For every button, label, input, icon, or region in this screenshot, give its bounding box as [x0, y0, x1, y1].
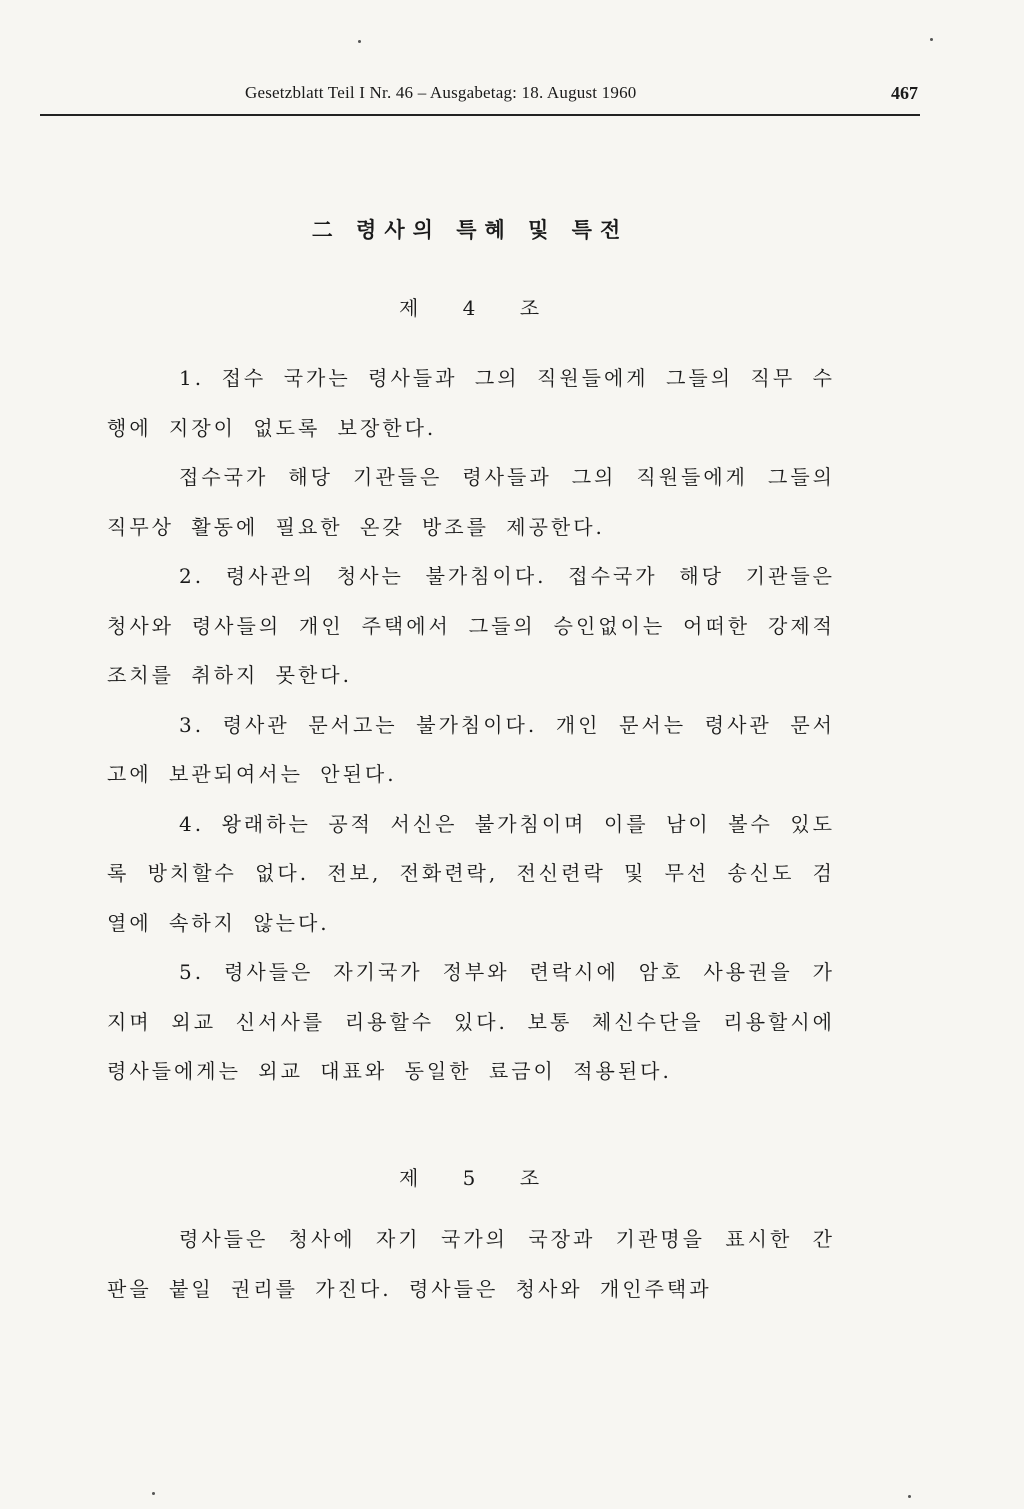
print-speck — [358, 40, 361, 43]
section-title: 二 령사의 특혜 및 특전 — [311, 217, 629, 242]
article-5-body — [107, 1215, 835, 1314]
gazette-title: Gesetzblatt Teil I Nr. 46 – Ausgabetag: 18. August 1960 — [245, 83, 637, 102]
article-4-heading: 제 4 조 — [398, 296, 542, 320]
article-4-paragraph-4: 3. 령사관 문서고는 불가침이다. 개인 문서는 령사관 문서고에 보관되여서는 안된다. — [107, 712, 835, 786]
article-4-body — [107, 354, 835, 1097]
article-4-paragraph-2: 접수국가 해당 기관들은 령사들과 그의 직원들에게 그들의 직무상 활동에 필요한 온갖 방조를 제공한다. — [107, 465, 835, 539]
page-number: 467 — [891, 83, 918, 103]
print-speck — [152, 1492, 155, 1495]
print-speck — [908, 1495, 911, 1498]
article-4-paragraph-3: 2. 령사관의 청사는 불가침이다. 접수국가 해당 기관들은 청사와 령사들의 개인 주택에서 그들의 승인없이는 어떠한 강제적 조치를 취하지 못한다. — [107, 564, 835, 687]
article-4-paragraph-5: 4. 왕래하는 공적 서신은 불가침이며 이를 남이 볼수 있도록 방치할수 없다. 전보, 전화련락, 전신련락 및 무선 송신도 검열에 속하지 않는다. — [107, 811, 835, 935]
article-4-paragraph-6: 5. 령사들은 자기국가 정부와 련락시에 암호 사용권을 가지며 외교 신서사를 리용할수 있다. 보통 체신수단을 리용할시에 령사들에게는 외교 대표와 동일한 료금이 적용된다. — [107, 960, 835, 1083]
article-5-heading: 제 5 조 — [398, 1166, 542, 1190]
print-speck — [930, 38, 933, 41]
article-5-paragraph-1: 령사들은 청사에 자기 국가의 국장과 기관명을 표시한 간판을 붙일 권리를 가진다. 령사들은 청사와 개인주택과 — [107, 1227, 835, 1301]
article-4-paragraph-1: 1. 접수 국가는 령사들과 그의 직원들에게 그들의 직무 수행에 지장이 없도록 보장한다. — [107, 366, 835, 440]
page-header — [40, 78, 920, 116]
